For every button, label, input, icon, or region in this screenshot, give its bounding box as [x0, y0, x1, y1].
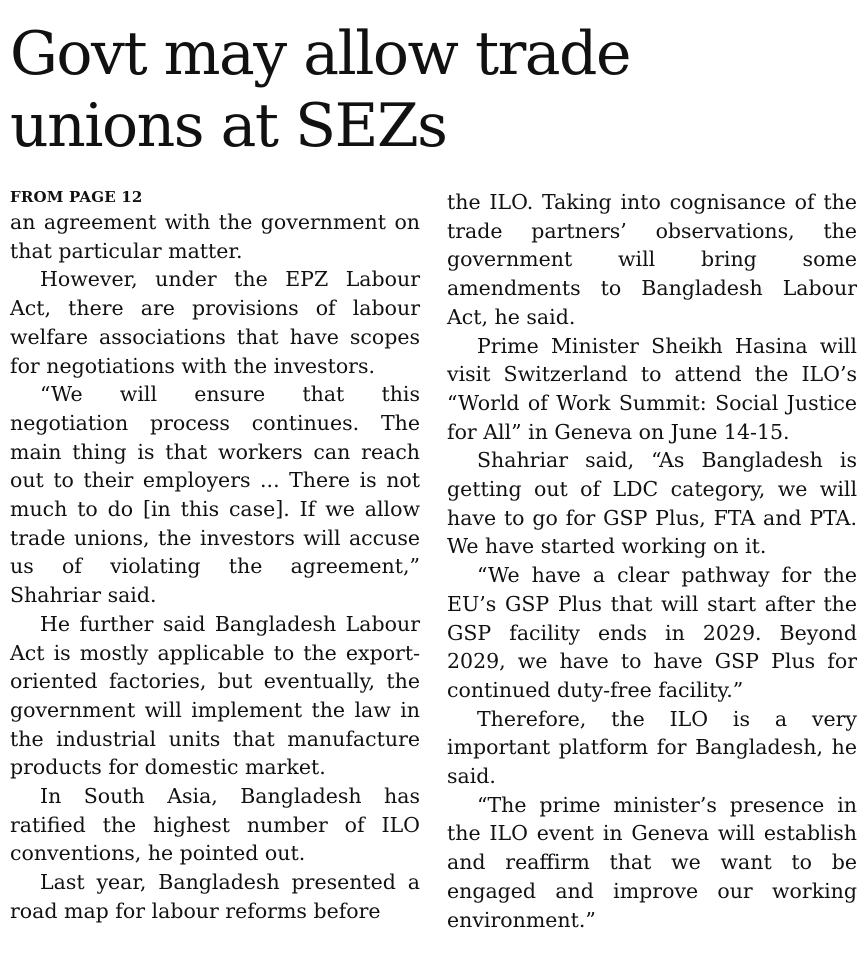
paragraph: “We will ensure that this negotiation process continues. The main thing is that workers can reach out to their employers ... There is not much to do [in this case]. If we allow trade unions, the investors will accuse us of violating the agreement,” Shahriar said.: [10, 382, 420, 608]
paragraph: In South Asia, Bangladesh has ratified the highest number of ILO conventions, he pointed out.: [10, 784, 420, 866]
left-column: [10, 186, 420, 926]
paragraph: However, under the EPZ Labour Act, there are provisions of labour welfare associations that have scopes for negotiations with the investors.: [10, 267, 420, 378]
headline-line-1: Govt may allow trade: [10, 19, 630, 89]
paragraph: the ILO. Taking into cognisance of the trade partners’ observations, the government will bring some amendments to Bangladesh Labour Act, he said.: [447, 190, 857, 329]
continued-from-kicker: FROM PAGE 12: [10, 188, 143, 206]
paragraph: “We have a clear pathway for the EU’s GSP Plus that will start after the GSP facility ends in 2029. Beyond 2029, we have to have GSP Plus for continued duty-free facility.”: [447, 563, 857, 702]
paragraph: an agreement with the government on that particular matter.: [10, 210, 420, 263]
headline: [10, 18, 850, 162]
paragraph: Shahriar said, “As Bangladesh is getting out of LDC category, we will have to go for GSP Plus, FTA and PTA. We have started working on it.: [447, 448, 857, 559]
paragraph: Last year, Bangladesh presented a road map for labour reforms before: [10, 870, 420, 923]
headline-line-2: unions at SEZs: [10, 91, 447, 161]
right-column: [447, 188, 857, 934]
paragraph: Therefore, the ILO is a very important platform for Bangladesh, he said.: [447, 706, 857, 789]
paragraph: He further said Bangladesh Labour Act is mostly applicable to the export-oriented factories, but eventually, the government will implement the law in the industrial units that manufacture products for domestic market.: [10, 611, 420, 780]
paragraph: Prime Minister Sheikh Hasina will visit Switzerland to attend the ILO’s “World of Work Summit: Social Justice for All” in Geneva on June 14-15.: [447, 333, 857, 444]
paragraph: “The prime minister’s presence in the ILO event in Geneva will establish and reaffirm that we want to be engaged and improve our working environment.”: [447, 792, 857, 932]
